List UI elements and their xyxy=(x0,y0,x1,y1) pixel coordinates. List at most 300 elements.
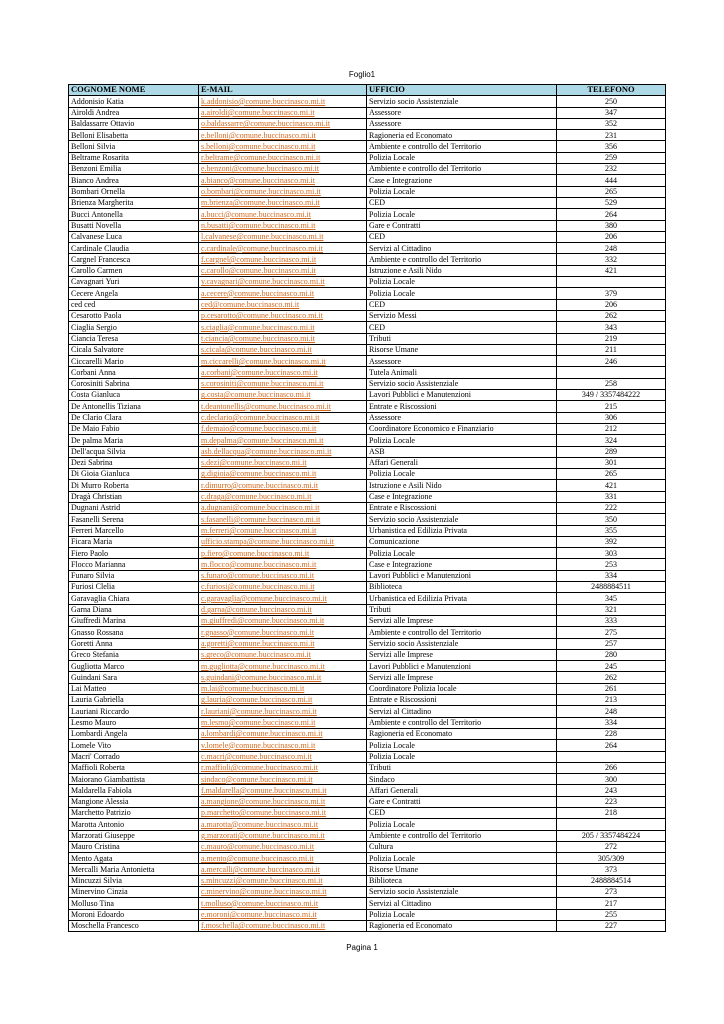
cell-office: Lavori Pubblici e Manutenzioni xyxy=(367,570,557,581)
cell-office: Assessore xyxy=(367,412,557,423)
email-link[interactable]: f.demaio@comune.buccinasco.mi.it xyxy=(199,423,367,434)
table-row xyxy=(69,423,666,434)
table-row xyxy=(69,683,666,694)
cell-tel xyxy=(557,751,666,762)
email-link[interactable]: s.cicala@comune.buccinasco.mi.it xyxy=(199,344,367,355)
table-row xyxy=(69,367,666,378)
cell-tel: 232 xyxy=(557,164,666,175)
cell-office: Case e Integrazione xyxy=(367,559,557,570)
cell-name: Minervino Cinzia xyxy=(69,887,199,898)
cell-tel: 529 xyxy=(557,197,666,208)
email-link[interactable]: s.belloni@comune.buccinasco.mi.it xyxy=(199,141,367,152)
cell-office: Entrate e Riscossioni xyxy=(367,401,557,412)
cell-name: Ciccarelli Mario xyxy=(69,356,199,367)
email-link[interactable]: n.busatti@comune.buccinasco.mi.it xyxy=(199,220,367,231)
cell-tel: 261 xyxy=(557,683,666,694)
table-row xyxy=(69,819,666,830)
email-link[interactable]: a.marotta@comune.buccinasco.mi.it xyxy=(199,819,367,830)
table-row xyxy=(69,808,666,819)
cell-office: Polizia Locale xyxy=(367,435,557,446)
cell-tel: 444 xyxy=(557,175,666,186)
cell-tel: 280 xyxy=(557,649,666,660)
cell-name: De palma Maria xyxy=(69,435,199,446)
cell-tel: 332 xyxy=(557,254,666,265)
cell-tel xyxy=(557,367,666,378)
cell-name: Corbani Anna xyxy=(69,367,199,378)
cell-tel: 212 xyxy=(557,423,666,434)
cell-office: Tutela Animali xyxy=(367,367,557,378)
cell-office: Servizio socio Assistenziale xyxy=(367,96,557,107)
cell-tel: 349 / 3357484222 xyxy=(557,390,666,401)
email-link[interactable]: c.garavaglia@comune.buccinasco.mi.it xyxy=(199,593,367,604)
cell-office: Polizia Locale xyxy=(367,277,557,288)
cell-name: Maiorano Giambattista xyxy=(69,774,199,785)
cell-tel: 300 xyxy=(557,774,666,785)
table-row xyxy=(69,457,666,468)
cell-office: Cultura xyxy=(367,841,557,852)
cell-office: Risorse Umane xyxy=(367,864,557,875)
cell-office: Servizio Messi xyxy=(367,310,557,321)
cell-name: Belloni Elisabetta xyxy=(69,130,199,141)
cell-name: ced ced xyxy=(69,299,199,310)
email-link[interactable]: a.dugnani@comune.buccinasco.mi.it xyxy=(199,502,367,513)
cell-name: Molluso Tina xyxy=(69,898,199,909)
cell-office: Assessore xyxy=(367,118,557,129)
cell-tel: 333 xyxy=(557,615,666,626)
table-row xyxy=(69,559,666,570)
email-link[interactable]: d.garna@comune.buccinasco.mi.it xyxy=(199,604,367,615)
email-link[interactable]: v.lomele@comune.buccinasco.mi.it xyxy=(199,740,367,751)
table-row xyxy=(69,717,666,728)
cell-office: Lavori Pubblici e Manutenzioni xyxy=(367,661,557,672)
table-row xyxy=(69,491,666,502)
header-email: E-MAIL xyxy=(199,85,367,96)
cell-office: Servizi al Cittadino xyxy=(367,898,557,909)
cell-tel xyxy=(557,819,666,830)
email-link[interactable]: k.addonisio@comune.buccinasco.mi.it xyxy=(199,96,367,107)
cell-office: Servizio socio Assistenziale xyxy=(367,514,557,525)
table-row xyxy=(69,344,666,355)
cell-tel: 331 xyxy=(557,491,666,502)
header-name: COGNOME NOME xyxy=(69,85,199,96)
cell-name: Flocco Marianna xyxy=(69,559,199,570)
cell-tel: 289 xyxy=(557,446,666,457)
table-row xyxy=(69,469,666,480)
cell-office: Polizia Locale xyxy=(367,751,557,762)
cell-name: Beltrame Rosarita xyxy=(69,152,199,163)
email-link[interactable]: g.digioia@comune.buccinasco.mi.it xyxy=(199,469,367,480)
cell-tel: 218 xyxy=(557,808,666,819)
cell-name: Corosiniti Sabrina xyxy=(69,378,199,389)
table-row xyxy=(69,378,666,389)
cell-name: Lomele Vito xyxy=(69,740,199,751)
cell-name: Busatti Novella xyxy=(69,220,199,231)
table-row xyxy=(69,130,666,141)
cell-tel: 217 xyxy=(557,898,666,909)
cell-tel: 352 xyxy=(557,118,666,129)
cell-name: Marotta Antonio xyxy=(69,819,199,830)
email-link[interactable]: m.lai@comune.buccinasco.mi.it xyxy=(199,683,367,694)
cell-tel: 355 xyxy=(557,525,666,536)
email-link[interactable]: o.bombari@comune.buccinasco.mi.it xyxy=(199,186,367,197)
cell-tel: 272 xyxy=(557,841,666,852)
table-row xyxy=(69,401,666,412)
cell-name: Garavaglia Chiara xyxy=(69,593,199,604)
cell-name: Benzoni Emilia xyxy=(69,164,199,175)
cell-name: Macri' Corrado xyxy=(69,751,199,762)
email-link[interactable]: a.corbani@comune.buccinasco.mi.it xyxy=(199,367,367,378)
cell-office: Servizi al Cittadino xyxy=(367,706,557,717)
table-row xyxy=(69,898,666,909)
cell-office: Servizi alle Imprese xyxy=(367,615,557,626)
cell-office: Ragioneria ed Economato xyxy=(367,728,557,739)
email-link[interactable]: a.goretti@comune.buccinasco.mi.it xyxy=(199,638,367,649)
email-link[interactable]: p.fiero@comune.buccinasco.mi.it xyxy=(199,548,367,559)
email-link[interactable]: c.macri@comune.buccinasco.mi.it xyxy=(199,751,367,762)
table-row xyxy=(69,695,666,706)
cell-office: Polizia Locale xyxy=(367,152,557,163)
email-link[interactable]: e.moroni@comune.buccinasco.mi.it xyxy=(199,909,367,920)
email-link[interactable]: a.airoldi@comune.buccinasco.mi.it xyxy=(199,107,367,118)
cell-name: De Antonellis Tiziana xyxy=(69,401,199,412)
cell-office: Risorse Umane xyxy=(367,344,557,355)
cell-name: Belloni Silvia xyxy=(69,141,199,152)
email-link[interactable]: a.mento@comune.buccinasco.mi.it xyxy=(199,853,367,864)
cell-name: Di Murro Roberta xyxy=(69,480,199,491)
cell-office: Assessore xyxy=(367,107,557,118)
cell-tel: 211 xyxy=(557,344,666,355)
email-link[interactable]: m.lesmo@comune.buccinasco.mi.it xyxy=(199,717,367,728)
table-row xyxy=(69,830,666,841)
cell-tel: 356 xyxy=(557,141,666,152)
cell-office: Servizio socio Assistenziale xyxy=(367,638,557,649)
cell-name: Cesarotto Paola xyxy=(69,310,199,321)
cell-name: Funaro Silvia xyxy=(69,570,199,581)
cell-office: Coordinatore Economico e Finanziario xyxy=(367,423,557,434)
cell-name: Di Gioia Gianluca xyxy=(69,469,199,480)
table-row xyxy=(69,774,666,785)
cell-tel: 264 xyxy=(557,209,666,220)
cell-name: Bianco Andrea xyxy=(69,175,199,186)
email-link[interactable]: ufficio.stampa@comune.buccinasco.mi.it xyxy=(199,536,367,547)
email-link[interactable]: c.draga@comune.buccinasco.mi.it xyxy=(199,491,367,502)
cell-name: Furiosi Clelia xyxy=(69,582,199,593)
cell-tel: 227 xyxy=(557,920,666,931)
email-link[interactable]: o.baldassarre@comune.buccinasco.mi.it xyxy=(199,118,367,129)
email-link[interactable]: g.lauria@comune.buccinasco.mi.it xyxy=(199,695,367,706)
cell-tel: 306 xyxy=(557,412,666,423)
table-row xyxy=(69,627,666,638)
email-link[interactable]: g.costa@comune.buccinasco.mi.it xyxy=(199,390,367,401)
table-row xyxy=(69,197,666,208)
cell-name: Bucci Antonella xyxy=(69,209,199,220)
email-link[interactable]: e.benzoni@comune.buccinasco.mi.it xyxy=(199,164,367,175)
cell-office: Servizi alle Imprese xyxy=(367,649,557,660)
cell-name: Ciaglia Sergio xyxy=(69,322,199,333)
email-link[interactable]: s.funaro@comune.buccinasco.mi.it xyxy=(199,570,367,581)
email-link[interactable]: asb.dellacqua@comune.buccinasco.mi.it xyxy=(199,446,367,457)
cell-tel: 421 xyxy=(557,265,666,276)
cell-tel: 321 xyxy=(557,604,666,615)
table-row xyxy=(69,615,666,626)
cell-office: Biblioteca xyxy=(367,582,557,593)
email-link[interactable]: sindaco@comune.buccinasco.mi.it xyxy=(199,774,367,785)
email-link[interactable]: m.ferreri@comune.buccinasco.mi.it xyxy=(199,525,367,536)
cell-office: Tributi xyxy=(367,762,557,773)
page-number: Pagina 1 xyxy=(346,943,378,952)
cell-name: Cargnel Francesca xyxy=(69,254,199,265)
table-row xyxy=(69,412,666,423)
table-row xyxy=(69,209,666,220)
cell-name: Gnasso Rossana xyxy=(69,627,199,638)
cell-tel: 231 xyxy=(557,130,666,141)
cell-office: Sindaco xyxy=(367,774,557,785)
cell-tel: 324 xyxy=(557,435,666,446)
cell-office: Entrate e Riscossioni xyxy=(367,695,557,706)
cell-tel: 262 xyxy=(557,310,666,321)
cell-office: CED xyxy=(367,231,557,242)
cell-name: Mincuzzi Silvia xyxy=(69,875,199,886)
cell-tel: 343 xyxy=(557,322,666,333)
email-link[interactable]: s.corosiniti@comune.buccinasco.mi.it xyxy=(199,378,367,389)
cell-tel xyxy=(557,277,666,288)
cell-name: Lauria Gabriella xyxy=(69,695,199,706)
cell-name: Moschella Francesco xyxy=(69,920,199,931)
email-link[interactable]: s.ciaglia@comune.buccinasco.mi.it xyxy=(199,322,367,333)
cell-office: Gare e Contratti xyxy=(367,796,557,807)
cell-tel: 246 xyxy=(557,356,666,367)
cell-office: Ambiente e controllo del Territorio xyxy=(367,627,557,638)
cell-name: Ficara Maria xyxy=(69,536,199,547)
table-row xyxy=(69,299,666,310)
table-row xyxy=(69,649,666,660)
table-row xyxy=(69,751,666,762)
email-link[interactable]: t.ciancia@comune.buccinasco.mi.it xyxy=(199,333,367,344)
cell-office: Case e Integrazione xyxy=(367,175,557,186)
email-link[interactable]: p.cesarotto@comune.buccinasco.mi.it xyxy=(199,310,367,321)
email-link[interactable]: g.marzorati@comune.buccinasco.mi.it xyxy=(199,830,367,841)
cell-name: Dell'acqua Silvia xyxy=(69,446,199,457)
cell-name: Guindani Sara xyxy=(69,672,199,683)
table-row xyxy=(69,96,666,107)
email-link[interactable]: f.cargnel@comune.buccinasco.mi.it xyxy=(199,254,367,265)
cell-name: Airoldi Andrea xyxy=(69,107,199,118)
table-row xyxy=(69,841,666,852)
header-office: UFFICIO xyxy=(367,85,557,96)
cell-tel: 350 xyxy=(557,514,666,525)
cell-tel: 303 xyxy=(557,548,666,559)
cell-tel: 223 xyxy=(557,796,666,807)
table-row xyxy=(69,672,666,683)
table-row xyxy=(69,164,666,175)
cell-office: CED xyxy=(367,808,557,819)
cell-name: Lombardi Angela xyxy=(69,728,199,739)
email-link[interactable]: y.cavagnari@comune.buccinasco.mi.it xyxy=(199,277,367,288)
cell-tel: 248 xyxy=(557,706,666,717)
email-link[interactable]: m.depalma@comune.buccinasco.mi.it xyxy=(199,435,367,446)
cell-tel: 301 xyxy=(557,457,666,468)
cell-office: Polizia Locale xyxy=(367,819,557,830)
cell-name: Lai Matteo xyxy=(69,683,199,694)
cell-name: Lauriani Riccardo xyxy=(69,706,199,717)
cell-name: Cavagnari Yuri xyxy=(69,277,199,288)
cell-name: Mento Agata xyxy=(69,853,199,864)
email-link[interactable]: r.gnasso@comune.buccinasco.mi.it xyxy=(199,627,367,638)
cell-name: Mercalli Maria Antonietta xyxy=(69,864,199,875)
cell-name: De Maio Fabio xyxy=(69,423,199,434)
cell-office: Tributi xyxy=(367,333,557,344)
cell-name: Dezi Sabrina xyxy=(69,457,199,468)
table-row xyxy=(69,333,666,344)
header-phone: TELEFONO xyxy=(557,85,666,96)
email-link[interactable]: c.declario@comune.buccinasco.mi.it xyxy=(199,412,367,423)
email-link[interactable]: a.bucci@comune.buccinasco.mi.it xyxy=(199,209,367,220)
email-link[interactable]: m.gugliotta@comune.buccinasco.mi.it xyxy=(199,661,367,672)
cell-office: Ragioneria ed Economato xyxy=(367,920,557,931)
cell-office: Servizi alle Imprese xyxy=(367,672,557,683)
cell-office: Servizio socio Assistenziale xyxy=(367,378,557,389)
table-row xyxy=(69,853,666,864)
cell-name: Brienza Margherita xyxy=(69,197,199,208)
cell-tel: 250 xyxy=(557,96,666,107)
email-link[interactable]: m.flocco@comune.buccinasco.mi.it xyxy=(199,559,367,570)
table-row xyxy=(69,265,666,276)
email-link[interactable]: m.brienza@comune.buccinasco.mi.it xyxy=(199,197,367,208)
table-body xyxy=(69,96,666,932)
cell-tel: 273 xyxy=(557,887,666,898)
email-link[interactable]: s.greco@comune.buccinasco.mi.it xyxy=(199,649,367,660)
table-row xyxy=(69,536,666,547)
cell-tel: 262 xyxy=(557,672,666,683)
cell-name: Lesmo Mauro xyxy=(69,717,199,728)
cell-office: Assessore xyxy=(367,356,557,367)
email-link[interactable]: t.molluso@comune.buccinasco.mi.it xyxy=(199,898,367,909)
table-row xyxy=(69,548,666,559)
cell-tel: 206 xyxy=(557,231,666,242)
email-link[interactable]: r.lauriani@comune.buccinasco.mi.it xyxy=(199,706,367,717)
table-row xyxy=(69,514,666,525)
cell-office: Comunicazione xyxy=(367,536,557,547)
cell-name: Marzorati Giuseppe xyxy=(69,830,199,841)
cell-name: Fasanelli Serena xyxy=(69,514,199,525)
email-link[interactable]: m.ciccarelli@comune.buccinasco.mi.it xyxy=(199,356,367,367)
email-link[interactable]: c.minervino@comune.buccinasco.mi.it xyxy=(199,887,367,898)
email-link[interactable]: a.cecere@comune.buccinasco.mi.it xyxy=(199,288,367,299)
table-row xyxy=(69,593,666,604)
table-row xyxy=(69,875,666,886)
table-row xyxy=(69,887,666,898)
table-row xyxy=(69,728,666,739)
table-row xyxy=(69,446,666,457)
table-row xyxy=(69,762,666,773)
email-link[interactable]: s.fasanelli@comune.buccinasco.mi.it xyxy=(199,514,367,525)
cell-tel: 347 xyxy=(557,107,666,118)
cell-tel: 222 xyxy=(557,502,666,513)
email-link[interactable]: r.beltrame@comune.buccinasco.mi.it xyxy=(199,152,367,163)
email-link[interactable]: c.furiosi@comune.buccinasco.mi.it xyxy=(199,582,367,593)
cell-office: Affari Generali xyxy=(367,785,557,796)
cell-tel: 228 xyxy=(557,728,666,739)
table-row xyxy=(69,288,666,299)
cell-office: CED xyxy=(367,197,557,208)
email-link[interactable]: m.giuffredi@comune.buccinasco.mi.it xyxy=(199,615,367,626)
cell-tel: 379 xyxy=(557,288,666,299)
email-link[interactable]: f.maldarella@comune.buccinasco.mi.it xyxy=(199,785,367,796)
email-link[interactable]: c.carollo@comune.buccinasco.mi.it xyxy=(199,265,367,276)
table-row xyxy=(69,220,666,231)
email-link[interactable]: a.bianco@comune.buccinasco.mi.it xyxy=(199,175,367,186)
cell-name: Baldassarre Ottavio xyxy=(69,118,199,129)
table-row xyxy=(69,175,666,186)
email-link[interactable]: s.mincuzzi@comune.buccinasco.mi.it xyxy=(199,875,367,886)
cell-tel: 373 xyxy=(557,864,666,875)
cell-name: Maldarella Fabiola xyxy=(69,785,199,796)
cell-name: Dugnani Astrid xyxy=(69,502,199,513)
cell-name: De Clario Clara xyxy=(69,412,199,423)
table-row xyxy=(69,152,666,163)
cell-tel: 380 xyxy=(557,220,666,231)
email-link[interactable]: f.moschella@comune.buccinasco.mi.it xyxy=(199,920,367,931)
table-row xyxy=(69,920,666,931)
cell-office: Istruzione e Asili Nido xyxy=(367,265,557,276)
cell-name: Addonisio Katia xyxy=(69,96,199,107)
cell-tel: 334 xyxy=(557,570,666,581)
email-link[interactable]: p.marchetto@comune.buccinasco.mi.it xyxy=(199,808,367,819)
cell-office: Entrate e Riscossioni xyxy=(367,502,557,513)
email-link[interactable]: a.mangione@comune.buccinasco.mi.it xyxy=(199,796,367,807)
cell-office: CED xyxy=(367,322,557,333)
cell-tel: 275 xyxy=(557,627,666,638)
email-link[interactable]: r.maffioli@comune.buccinasco.mi.it xyxy=(199,762,367,773)
sheet-title: Foglio1 xyxy=(348,70,376,79)
table-row xyxy=(69,785,666,796)
table-row xyxy=(69,909,666,920)
cell-name: Cicala Salvatore xyxy=(69,344,199,355)
email-link[interactable]: ced@comune.buccinasco.mi.it xyxy=(199,299,367,310)
cell-office: Ambiente e controllo del Territorio xyxy=(367,830,557,841)
table-row xyxy=(69,480,666,491)
table-row xyxy=(69,638,666,649)
email-link[interactable]: c.cardinale@comune.buccinasco.mi.it xyxy=(199,243,367,254)
cell-tel: 421 xyxy=(557,480,666,491)
cell-office: Affari Generali xyxy=(367,457,557,468)
email-link[interactable]: s.guindani@comune.buccinasco.mi.it xyxy=(199,672,367,683)
cell-name: Calvanese Luca xyxy=(69,231,199,242)
table-row xyxy=(69,582,666,593)
table-row xyxy=(69,706,666,717)
cell-name: Ciancia Teresa xyxy=(69,333,199,344)
email-link[interactable]: a.mercalli@comune.buccinasco.mi.it xyxy=(199,864,367,875)
email-link[interactable]: r.dimurro@comune.buccinasco.mi.it xyxy=(199,480,367,491)
table-row xyxy=(69,254,666,265)
email-link[interactable]: e.belloni@comune.buccinasco.mi.it xyxy=(199,130,367,141)
table-row xyxy=(69,186,666,197)
email-link[interactable]: l.calvanese@comune.buccinasco.mi.it xyxy=(199,231,367,242)
email-link[interactable]: c.mauro@comune.buccinasco.mi.it xyxy=(199,841,367,852)
email-link[interactable]: t.deantonellis@comune.buccinasco.mi.it xyxy=(199,401,367,412)
table-row xyxy=(69,356,666,367)
cell-name: Giuffredi Marina xyxy=(69,615,199,626)
cell-office: Polizia Locale xyxy=(367,186,557,197)
email-link[interactable]: s.dezi@comune.buccinasco.mi.it xyxy=(199,457,367,468)
table-row xyxy=(69,502,666,513)
email-link[interactable]: a.lombardi@comune.buccinasco.mi.it xyxy=(199,728,367,739)
cell-name: Mangione Alessia xyxy=(69,796,199,807)
cell-office: Polizia Locale xyxy=(367,740,557,751)
cell-tel: 258 xyxy=(557,378,666,389)
cell-tel: 206 xyxy=(557,299,666,310)
cell-tel: 243 xyxy=(557,785,666,796)
